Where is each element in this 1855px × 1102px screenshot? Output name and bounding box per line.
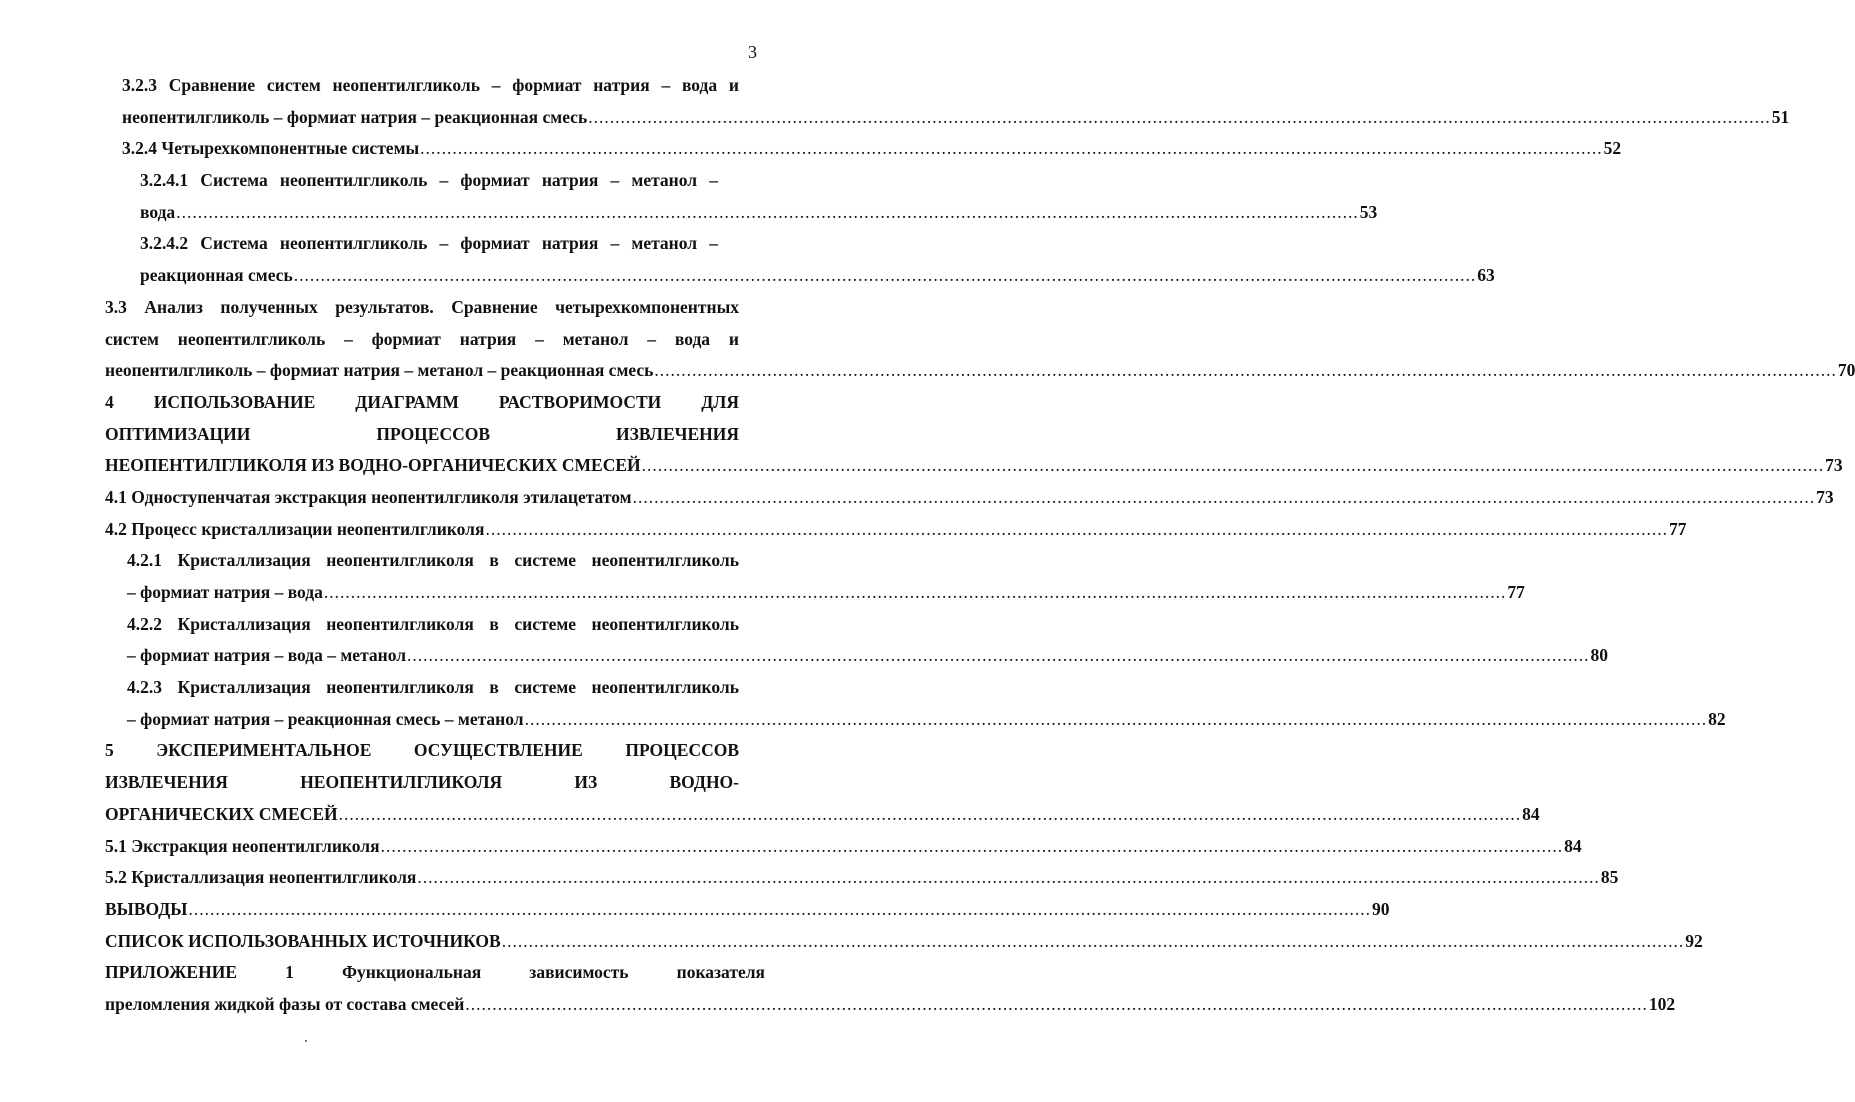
toc-entry-appendix-1 — [0, 957, 1676, 1020]
toc-line-with-leader — [105, 514, 1687, 546]
dot-leader: ............................................................................................................................................................................................................................ — [407, 645, 1590, 666]
toc-entry-4-2-3 — [0, 672, 1726, 735]
dot-leader: ............................................................................................................................................................................................................................ — [632, 486, 1816, 507]
toc-line-with-leader — [122, 133, 1622, 165]
toc-line-with-leader — [127, 640, 1609, 672]
toc-entry-5-2 — [0, 862, 1619, 894]
toc-line: 4.2.1 Кристаллизация неопентилгликоля в системе неопентилгликоль — [127, 550, 739, 571]
dot-leader: ............................................................................................................................................................................................................................ — [338, 803, 1522, 824]
page-number: 3 — [748, 42, 757, 62]
toc-line-text: ОРГАНИЧЕСКИХ СМЕСЕЙ — [105, 803, 338, 824]
dot-leader: ............................................................................................................................................................................................................................ — [588, 106, 1771, 127]
dot-leader: ............................................................................................................................................................................................................................ — [654, 360, 1837, 381]
toc-page-number: 73 — [1825, 455, 1843, 476]
toc-line-with-leader — [140, 197, 1378, 229]
toc-line-text: 3.2.4 Четырехкомпонентные системы — [122, 138, 420, 159]
toc-line-text: неопентилгликоль – формиат натрия – реакционная смесь — [122, 106, 588, 127]
toc-line-text: преломления жидкой фазы от состава смесей — [105, 993, 465, 1014]
toc-line: 5 ЭКСПЕРИМЕНТАЛЬНОЕ ОСУЩЕСТВЛЕНИЕ ПРОЦЕССОВ — [105, 740, 739, 761]
toc-line: 4.2.3 Кристаллизация неопентилгликоля в системе неопентилгликоль — [127, 677, 739, 698]
toc-page-number: 80 — [1590, 645, 1609, 666]
toc-entry-3-2-4-2 — [0, 228, 1495, 291]
toc-entry-5-1 — [0, 831, 1582, 863]
toc-line-with-leader — [105, 355, 1855, 387]
toc-line: ОПТИМИЗАЦИИ ПРОЦЕССОВ ИЗВЛЕЧЕНИЯ — [105, 423, 739, 444]
toc-line: 4 ИСПОЛЬЗОВАНИЕ ДИАГРАММ РАСТВОРИМОСТИ ДЛЯ — [105, 391, 739, 412]
dot-leader: ............................................................................................................................................................................................................................ — [501, 930, 1685, 951]
toc-entry-4-2 — [0, 514, 1687, 546]
toc-line-text: НЕОПЕНТИЛГЛИКОЛЯ ИЗ ВОДНО-ОРГАНИЧЕСКИХ СМЕСЕЙ — [105, 455, 641, 476]
dot-leader: ............................................................................................................................................................................................................................ — [485, 518, 1668, 539]
dot-leader: ............................................................................................................................................................................................................................ — [417, 867, 1600, 888]
toc-page-number: 73 — [1816, 486, 1834, 507]
toc-entry-references — [0, 926, 1703, 958]
toc-line-with-leader — [105, 831, 1582, 863]
toc-line: 3.2.4.1 Система неопентилгликоль – формиат натрия – метанол – — [140, 170, 718, 191]
toc-page-number: 84 — [1522, 803, 1540, 824]
toc-entry-4-2-1 — [0, 545, 1525, 608]
dot-leader: ............................................................................................................................................................................................................................ — [188, 898, 1371, 919]
toc-line-text: реакционная смесь — [140, 265, 293, 286]
toc-page-number: 85 — [1600, 867, 1619, 888]
dot-leader: ............................................................................................................................................................................................................................ — [420, 138, 1603, 159]
toc-page-number: 84 — [1564, 835, 1582, 856]
dot-leader: ............................................................................................................................................................................................................................ — [176, 201, 1359, 222]
toc-line-with-leader — [105, 482, 1834, 514]
toc-entry-3-3 — [0, 292, 1855, 387]
toc-page-number: 70 — [1837, 360, 1855, 381]
dot-leader: ............................................................................................................................................................................................................................ — [465, 993, 1648, 1014]
toc-line-with-leader — [105, 989, 1676, 1021]
toc-line-with-leader — [127, 704, 1726, 736]
toc-line-text: ВЫВОДЫ — [105, 898, 188, 919]
toc-line-with-leader — [105, 799, 1540, 831]
toc-line-text: вода — [140, 201, 176, 222]
toc-entry-4-2-2 — [0, 609, 1609, 672]
toc-line-with-leader — [105, 894, 1390, 926]
toc-page-number: 53 — [1359, 201, 1378, 222]
toc-line-with-leader — [105, 450, 1843, 482]
toc-page-number: 77 — [1668, 518, 1687, 539]
toc-line-with-leader — [105, 862, 1619, 894]
toc-entry-4-1 — [0, 482, 1834, 514]
dot-leader: ............................................................................................................................................................................................................................ — [323, 582, 1507, 602]
toc-page-number: 82 — [1708, 708, 1726, 729]
toc-line-text: 4.1 Одноступенчатая экстракция неопентилгликоля этилацетатом — [105, 486, 632, 507]
toc-entry-4 — [0, 387, 1843, 482]
toc-page-number: 52 — [1603, 138, 1622, 159]
toc-line-with-leader — [127, 577, 1525, 609]
toc-page-number: 90 — [1372, 898, 1390, 919]
dot-leader: ............................................................................................................................................................................................................................ — [641, 455, 1825, 476]
toc-page-number: 51 — [1771, 106, 1790, 127]
dot-leader: ............................................................................................................................................................................................................................ — [293, 265, 1477, 286]
toc-line-text: 4.2 Процесс кристаллизации неопентилгликоля — [105, 518, 485, 539]
table-of-contents — [0, 70, 1855, 1021]
toc-entry-conclusions — [0, 894, 1390, 926]
toc-line-text: неопентилгликоль – формиат натрия – метанол – реакционная смесь — [105, 360, 654, 381]
scan-speck — [305, 1040, 307, 1042]
toc-line: 3.2.4.2 Система неопентилгликоль – формиат натрия – метанол – — [140, 233, 718, 254]
toc-line-text: – формиат натрия – вода – метанол — [127, 645, 407, 666]
toc-line: 4.2.2 Кристаллизация неопентилгликоля в системе неопентилгликоль — [127, 613, 739, 634]
dot-leader: ............................................................................................................................................................................................................................ — [524, 708, 1708, 729]
toc-line-text: 5.2 Кристаллизация неопентилгликоля — [105, 867, 417, 888]
toc-entry-3-2-4-1 — [0, 165, 1378, 228]
toc-page-number: 102 — [1648, 993, 1676, 1014]
toc-entry-5 — [0, 735, 1540, 830]
toc-line: ПРИЛОЖЕНИЕ 1 Функциональная зависимость показателя — [105, 962, 765, 983]
toc-line-text: – формиат натрия – вода — [127, 582, 323, 602]
toc-line: 3.3 Анализ полученных результатов. Сравнение четырехкомпонентных — [105, 296, 739, 317]
toc-page-number: 77 — [1507, 582, 1525, 602]
toc-line-with-leader — [140, 260, 1495, 292]
toc-line: ИЗВЛЕЧЕНИЯ НЕОПЕНТИЛГЛИКОЛЯ ИЗ ВОДНО- — [105, 772, 739, 793]
toc-line-text: СПИСОК ИСПОЛЬЗОВАННЫХ ИСТОЧНИКОВ — [105, 930, 501, 951]
toc-page-number: 92 — [1685, 930, 1703, 951]
toc-page-number: 63 — [1477, 265, 1495, 286]
toc-line-with-leader — [105, 926, 1703, 958]
toc-entry-3-2-4 — [0, 133, 1622, 165]
toc-line: 3.2.3 Сравнение систем неопентилгликоль – формиат натрия – вода и — [122, 75, 739, 95]
toc-line: систем неопентилгликоль – формиат натрия – метанол – вода и — [105, 328, 739, 349]
toc-line-text: 5.1 Экстракция неопентилгликоля — [105, 835, 380, 856]
dot-leader: ............................................................................................................................................................................................................................ — [380, 835, 1564, 856]
toc-line-text: – формиат натрия – реакционная смесь – метанол — [127, 708, 524, 729]
toc-line-with-leader — [122, 102, 1790, 134]
toc-entry-3-2-3 — [0, 70, 1790, 133]
